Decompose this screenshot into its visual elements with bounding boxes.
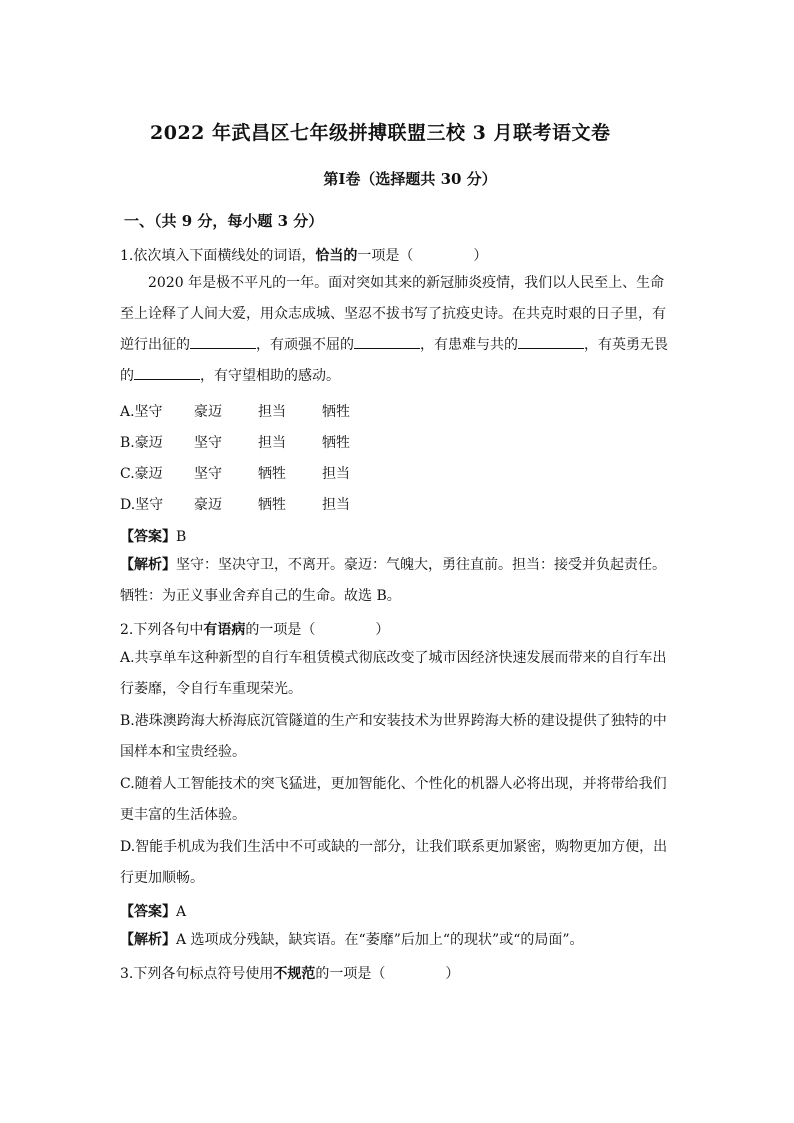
- fill-blank-1: [190, 334, 256, 349]
- question-1-option-d: D.坚守 豪迈 牺牲 担当: [120, 497, 350, 513]
- fill-blank-3: [518, 334, 584, 349]
- question-2-option-c: C.随着人工智能技术的突飞猛进，更加智能化、个性化的机器人必将出现，并将带给我们更丰富的生活体验。: [120, 776, 667, 823]
- question-1-option-b: B.豪迈 坚守 担当 牺牲: [120, 435, 350, 451]
- section-heading: 一、（共 9 分，每小题 3 分）: [124, 212, 324, 230]
- question-1-stem: 1.依次填入下面横线处的词语，恰当的一项是（ ）: [120, 248, 488, 264]
- question-3-stem: 3.下列各句标点符号使用不规范的一项是（ ）: [120, 966, 460, 982]
- question-2-option-d: D.智能手机成为我们生活中不可或缺的一部分，让我们联系更加紧密，购物更加方便，出行更加顺畅。: [120, 839, 668, 886]
- question-2-option-a: A.共享单车这种新型的自行车租赁模式彻底改变了城市因经济快速发展而带来的自行车出行萎靡，令自行车重现荣光。: [120, 650, 667, 697]
- question-2-answer: 【答案】A: [120, 904, 187, 920]
- question-2-analysis: 【解析】A 选项成分残缺，缺宾语。在“萎靡”后加上“的现状”或“的局面”。: [120, 932, 584, 948]
- question-1-option-c: C.豪迈 坚守 牺牲 担当: [120, 466, 350, 482]
- fill-blank-2: [354, 334, 420, 349]
- question-1-option-a: A.坚守 豪迈 担当 牺牲: [120, 404, 350, 420]
- question-1-passage: 2020 年是极不平凡的一年。面对突如其来的新冠肺炎疫情，我们以人民至上、生命至上诠释了人间大爱，用众志成城、坚忍不拔书写了抗疫史诗。在共克时艰的日子里，有逆行出征的 ，有顽强不屈的 ，有患难与共的 ，有英勇无畏的 ，有守望相助的感动。: [120, 275, 668, 384]
- question-1-analysis: 【解析】坚守：坚决守卫，不离开。豪迈：气魄大，勇往直前。担当：接受并负起责任。牺牲：为正义事业舍弃自己的生命。故选 B。: [120, 557, 666, 604]
- question-1-answer: 【答案】B: [120, 529, 187, 545]
- question-2-stem: 2.下列各句中有语病的一项是（ ）: [120, 622, 390, 638]
- fill-blank-4: [134, 365, 200, 380]
- part-subtitle: 第Ⅰ卷（选择题共 30 分）: [323, 170, 497, 188]
- page-title: 2022 年武昌区七年级拼搏联盟三校 3 月联考语文卷: [150, 122, 611, 144]
- question-2-option-b: B.港珠澳跨海大桥海底沉管隧道的生产和安装技术为世界跨海大桥的建设提供了独特的中国样本和宝贵经验。: [120, 713, 667, 760]
